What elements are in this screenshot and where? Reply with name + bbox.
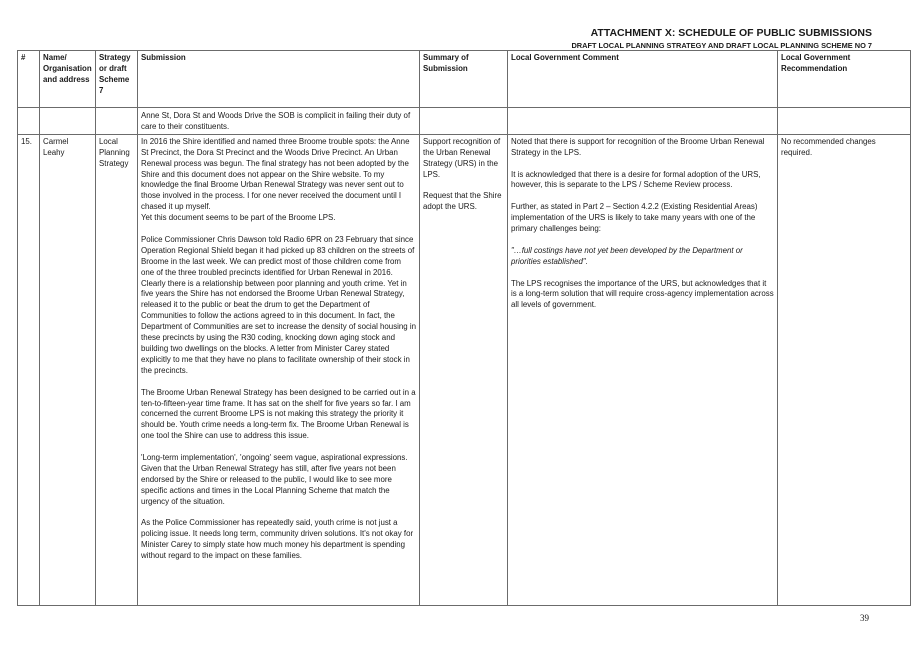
cell-empty [40, 108, 96, 135]
document-title: ATTACHMENT X: SCHEDULE OF PUBLIC SUBMISSIONS [590, 27, 872, 39]
col-header-summary: Summary of Submission [420, 51, 508, 108]
summary-paragraph: Request that the Shire adopt the URS. [423, 191, 502, 212]
col-header-submission: Submission [138, 51, 420, 108]
comment-paragraph: The LPS recognises the importance of the URS, but acknowledges that it is a long-term solution that will require cross-agency implementation across all levels of government. [511, 278, 774, 310]
col-header-comment: Local Government Comment [508, 51, 778, 108]
cell-empty [508, 108, 778, 135]
summary-paragraph: Support recognition of the Urban Renewal Strategy (URS) in the LPS. [423, 136, 501, 179]
cell-strategy: Local Planning Strategy [96, 134, 138, 605]
submission-paragraph: The Broome Urban Renewal Strategy has been designed to be carried out in a ten-to-fifteen-year time frame. It has sat on the shelf for five years so far. I am concerned the current Broome LPS is not making this strategy the priority it should be. Youth crime needs a long-term fix. The Broome Urban Renewal is one tool the Shire can use to address this issue. [141, 387, 416, 441]
col-header-name: Name/ Organisation and address [40, 51, 96, 108]
submission-paragraph: Clearly there is a relationship between poor planning and youth crime. Yet in five years the Shire has not endorsed the Broome Urban Renewal Strategy, released it to the public or beat the drum to get the Department of Communities to follow the actions agreed to in this document. In fact, the Department of Communities are set to increase the density of social housing in these precincts by using the R30 coding, knocking down aging stock and building two dwellings on the blocks. A letter from Minister Carey stated explicitly to me that they have no plans to facilitate ownership of their stock in the precincts. [141, 278, 416, 375]
document-subtitle: DRAFT LOCAL PLANNING STRATEGY AND DRAFT LOCAL PLANNING SCHEME NO 7 [571, 41, 872, 50]
submission-paragraph: Yet this document seems to be part of the Broome LPS. [141, 213, 336, 223]
comment-quote: "…full costings have not yet been developed by the Department or priorities established". [511, 245, 743, 266]
page-number: 39 [860, 613, 869, 623]
comment-paragraph: It is acknowledged that there is a desire for formal adoption of the URS, however, this is separate to the LPS / Scheme Review process. [511, 169, 761, 190]
comment-paragraph: Noted that there is support for recognition of the Broome Urban Renewal Strategy in the LPS. [511, 136, 765, 157]
submissions-table [17, 50, 911, 606]
cell-comment [508, 134, 778, 605]
table-row-continued [18, 108, 911, 135]
comment-paragraph: Further, as stated in Part 2 – Section 4.2.2 (Existing Residential Areas) implementation of the URS is likely to take many years with one of the primary challenges being: [511, 202, 758, 234]
table-row-submission-15 [18, 134, 911, 605]
submission-paragraph: Police Commissioner Chris Dawson told Radio 6PR on 23 February that since Operation Regional Shield began it had picked up 83 children on the streets of Broome in the last week. We can predict most of those children come from one of the three troubled precincts identified for Urban Renewal in 2016. [141, 234, 415, 277]
cell-summary [420, 134, 508, 605]
col-header-strategy: Strategy or draft Scheme 7 [96, 51, 138, 108]
submission-paragraph: 'Long-term implementation', 'ongoing' seem vague, aspirational expressions. Given that the Urban Renewal Strategy has still, after five years not been endorsed by the Shire or released to the public, I would like to see more specific actions and times in the Local Planning Scheme that match the urgency of the situation. [141, 453, 408, 506]
table-header-row [18, 51, 911, 108]
cell-recommendation: No recommended changes required. [778, 134, 911, 605]
cell-name: Carmel Leahy [40, 134, 96, 605]
cell-number: 15. [18, 134, 40, 605]
cell-submission [138, 134, 420, 605]
cell-empty [778, 108, 911, 135]
submission-paragraph: In 2016 the Shire identified and named three Broome trouble spots: the Anne St Precinct, the Dora St Precinct and the Woods Drive Precinct. An Urban Renewal process was begun. The final strategy has not been adopted by the Shire and this document does not appear on the Shire website. To my knowledge the final Broome Urban Renewal Strategy was never sent out to those involved in the process. I for one never received the document until I chased it up myself. [141, 136, 410, 212]
cell-empty [18, 108, 40, 135]
cell-submission-continued: Anne St, Dora St and Woods Drive the SOB is complicit in failing their duty of care to their constituents. [138, 108, 420, 135]
cell-empty [96, 108, 138, 135]
col-header-recommendation: Local Government Recommendation [778, 51, 911, 108]
col-header-number: # [18, 51, 40, 108]
cell-empty [420, 108, 508, 135]
submission-paragraph: As the Police Commissioner has repeatedly said, youth crime is not just a policing issue. It needs long term, community driven solutions. It's not okay for Minister Carey to simply state how much money his department is spending without regard to the impact on these families. [141, 518, 414, 561]
